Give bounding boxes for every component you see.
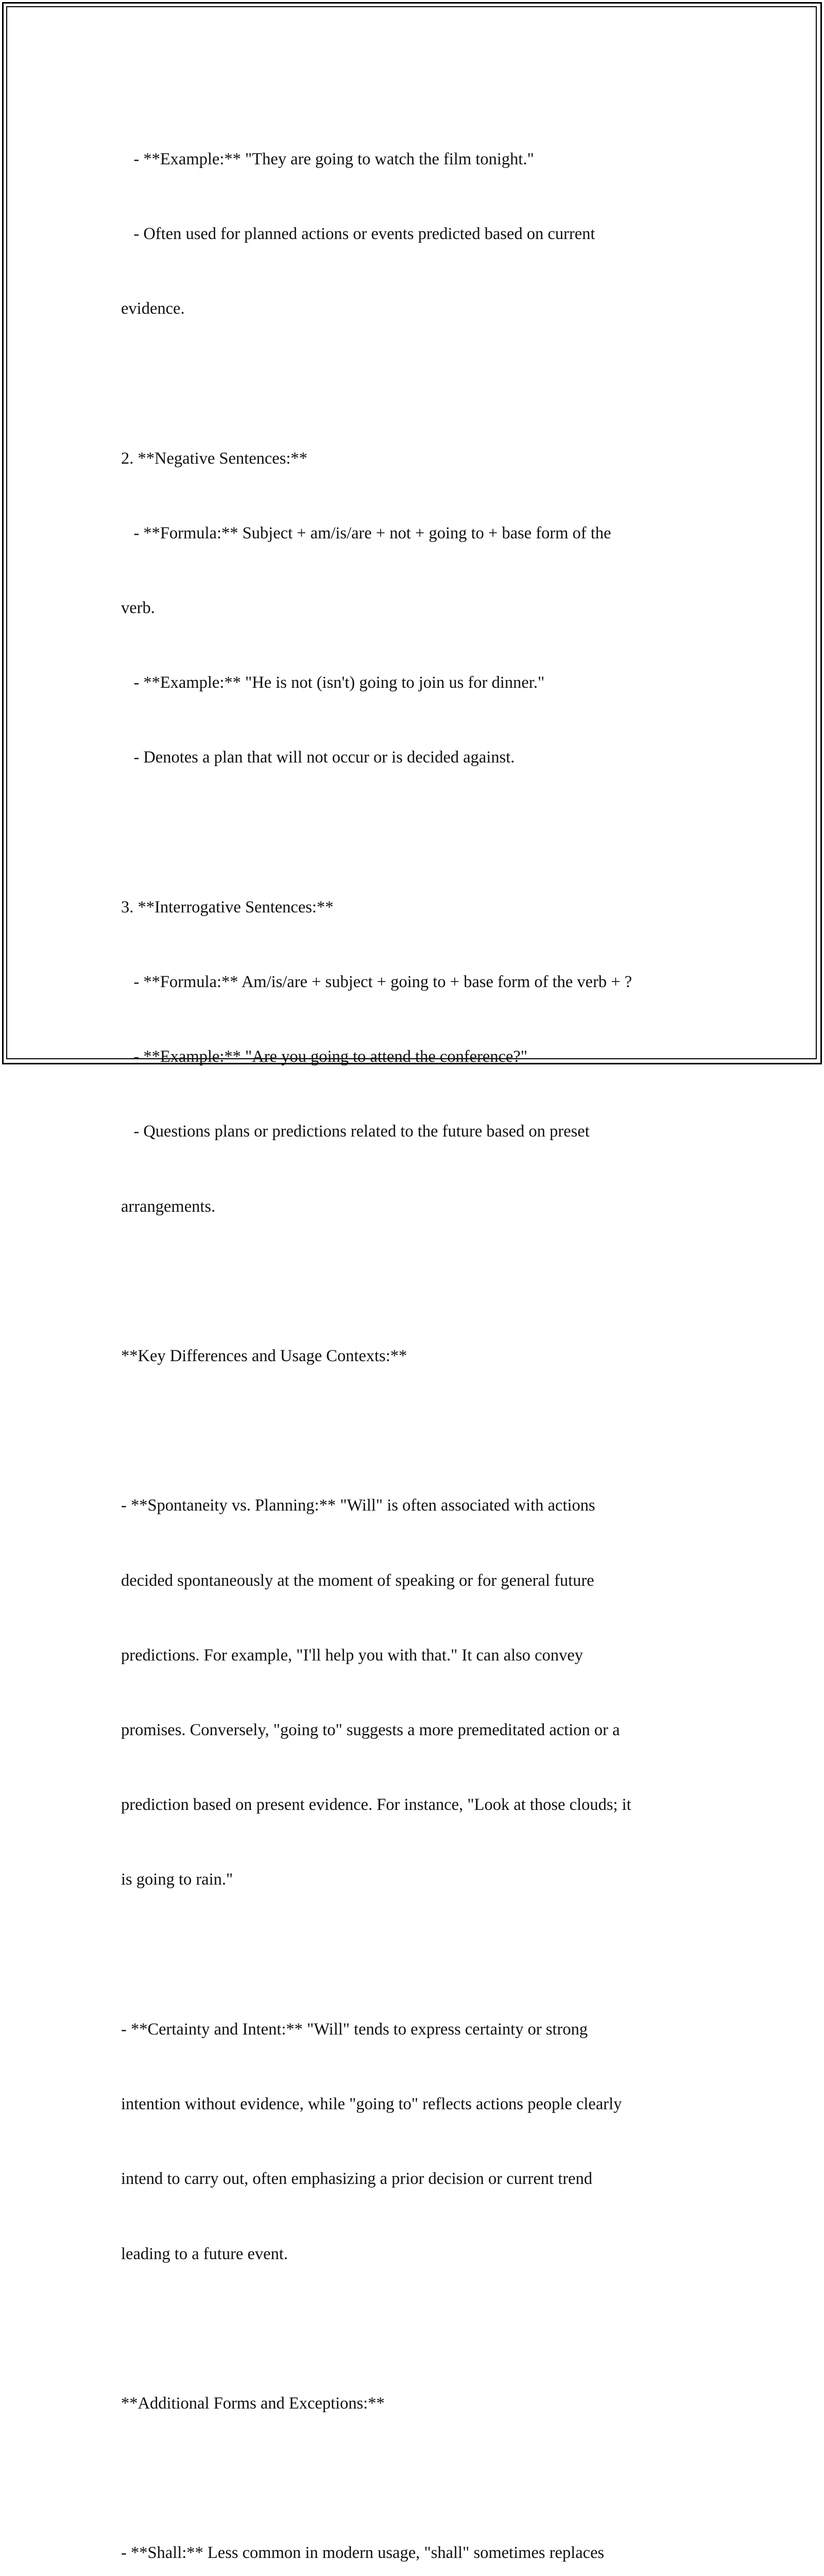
text-line: verb. bbox=[121, 599, 155, 618]
text-line: - **Example:** "He is not (isn't) going to join us for dinner." bbox=[121, 673, 545, 692]
text-line: is going to rain." bbox=[121, 1870, 233, 1889]
section-heading-negative: 2. **Negative Sentences:** bbox=[121, 449, 307, 468]
text-line: decided spontaneously at the moment of speaking or for general future bbox=[121, 1571, 594, 1590]
blank-line bbox=[121, 2466, 703, 2490]
text-line: - **Example:** "Are you going to attend the conference?" bbox=[121, 1047, 528, 1066]
blank-line bbox=[121, 820, 703, 845]
blank-line bbox=[121, 2316, 703, 2341]
text-line: - **Formula:** Am/is/are + subject + going to + base form of the verb + ? bbox=[121, 973, 632, 992]
text-line: - Denotes a plan that will not occur or is decided against. bbox=[121, 748, 515, 767]
blank-line bbox=[121, 1418, 703, 1443]
blank-line bbox=[121, 1269, 703, 1294]
text-line: - **Spontaneity vs. Planning:** "Will" is often associated with actions bbox=[121, 1496, 595, 1515]
section-heading-additional-forms: **Additional Forms and Exceptions:** bbox=[121, 2394, 385, 2413]
section-heading-key-differences: **Key Differences and Usage Contexts:** bbox=[121, 1347, 407, 1366]
blank-line bbox=[121, 371, 703, 396]
text-line: - **Formula:** Subject + am/is/are + not + going to + base form of the bbox=[121, 523, 611, 543]
text-line: - **Certainty and Intent:** "Will" tends to express certainty or strong bbox=[121, 2020, 588, 2039]
text-line: intend to carry out, often emphasizing a prior decision or current trend bbox=[121, 2170, 593, 2189]
text-line: intention without evidence, while "going to" reflects actions people clearly bbox=[121, 2095, 622, 2114]
text-line: predictions. For example, "I'll help you with that." It can also convey bbox=[121, 1646, 583, 1665]
text-line: evidence. bbox=[121, 299, 185, 318]
text-line: promises. Conversely, "going to" suggests a more premeditated action or a bbox=[121, 1721, 620, 1740]
section-heading-interrogative: 3. **Interrogative Sentences:** bbox=[121, 897, 334, 917]
blank-line bbox=[121, 1942, 703, 1967]
text-line: - Often used for planned actions or events predicted based on current bbox=[121, 225, 595, 244]
text-line: arrangements. bbox=[121, 1197, 216, 1216]
text-line: - **Shall:** Less common in modern usage, "shall" sometimes replaces bbox=[121, 2544, 605, 2563]
document-body bbox=[121, 97, 703, 2576]
text-line: leading to a future event. bbox=[121, 2244, 288, 2263]
text-line: - Questions plans or predictions related to the future based on preset bbox=[121, 1122, 590, 1141]
text-line: prediction based on present evidence. For instance, "Look at those clouds; it bbox=[121, 1795, 631, 1815]
text-line: - **Example:** "They are going to watch the film tonight." bbox=[121, 149, 534, 168]
